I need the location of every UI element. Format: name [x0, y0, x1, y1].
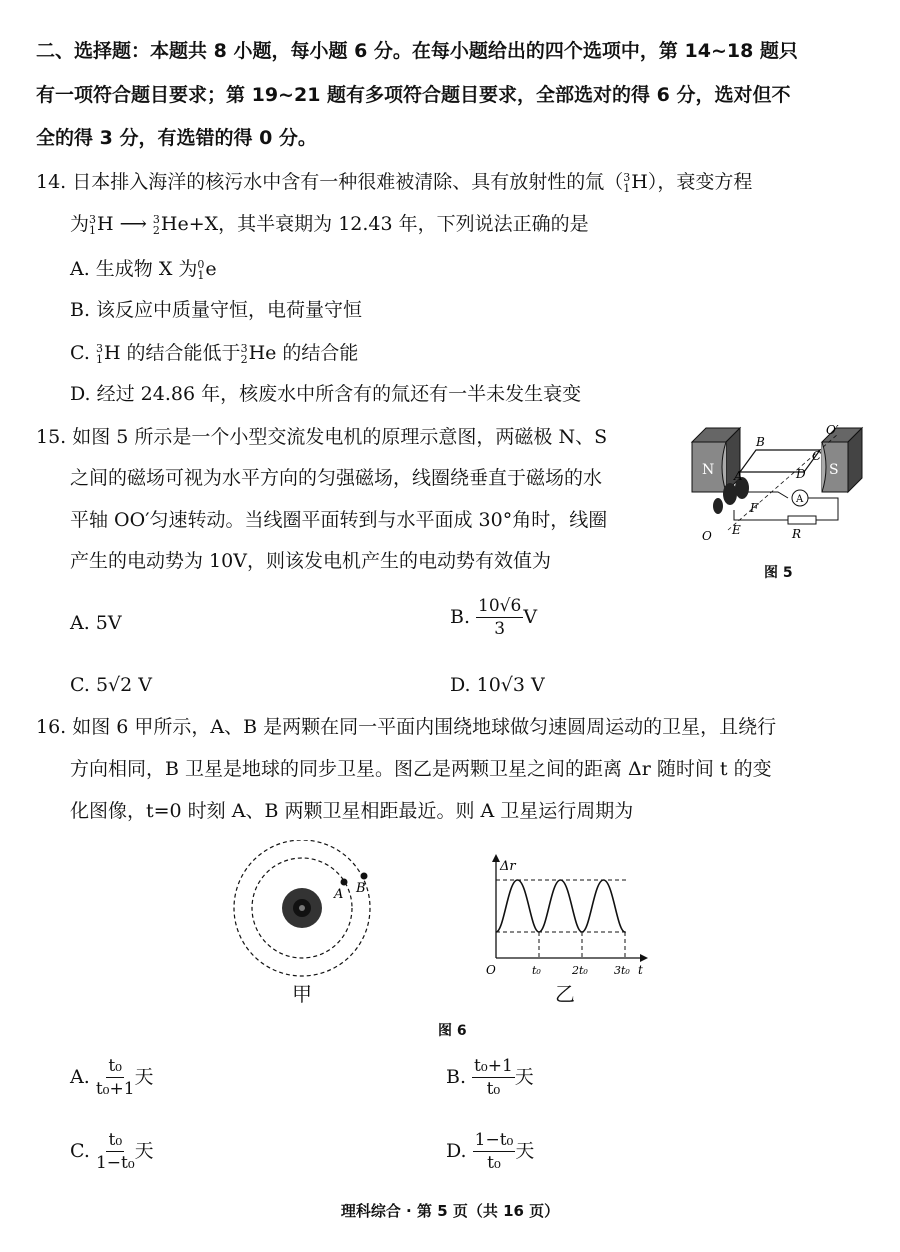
q15-line-2: 之间的磁场可视为水平方向的匀强磁场，线圈绕垂直于磁场的水	[70, 467, 603, 489]
graph-x-label: t	[638, 963, 643, 977]
q15-line-3: 平轴 OO′匀速转动。当线圈平面转到与水平面成 30°角时，线圈	[70, 509, 608, 531]
q16-option-c-den: 1−t₀	[95, 1153, 135, 1173]
q14-option-c[interactable]	[70, 343, 358, 365]
q16-option-b[interactable]	[446, 1058, 534, 1098]
q15-option-c[interactable]: C. 5√2 V	[70, 674, 152, 696]
q14-line-2-pre: 为	[70, 213, 90, 235]
section-line-3: 全的得 3 分，有选错的得 0 分。	[36, 127, 317, 149]
q14-option-b[interactable]: B. 该反应中质量守恒，电荷量守恒	[70, 299, 363, 321]
q14-line-1	[36, 172, 752, 194]
q14-option-a-tail: e	[205, 258, 217, 280]
graph-y-label: Δr	[500, 859, 516, 874]
page-footer: 理科综合 · 第 5 页（共 16 页）	[340, 1202, 560, 1220]
graph-tick-2t0: 2t₀	[572, 964, 588, 977]
figure-5-caption: 图 5	[764, 565, 793, 581]
graph-origin-label: O	[486, 963, 496, 977]
helium-nuclide: 3 2	[152, 213, 160, 237]
q16-option-b-den: t₀	[486, 1079, 501, 1099]
figure-yi-label: 乙	[555, 982, 575, 1006]
q16-option-c-pre: C.	[70, 1140, 96, 1162]
label-b: B	[756, 435, 765, 449]
q14-line-2	[70, 214, 589, 236]
figure-jia-label: 甲	[292, 982, 312, 1006]
q16-option-a-unit: 天	[134, 1066, 154, 1088]
q16-option-d-unit: 天	[515, 1140, 535, 1162]
q16-option-d-den: t₀	[487, 1153, 501, 1173]
q14-option-c-tail: He 的结合能	[248, 342, 359, 364]
q16-option-c-unit: 天	[134, 1140, 154, 1162]
q15-option-b-pre: B.	[450, 606, 477, 628]
label-f: F	[750, 501, 759, 515]
label-a: A	[734, 469, 743, 483]
label-e: E	[732, 523, 741, 537]
section-line-1: 二、选择题：本题共 8 小题，每小题 6 分。在每小题给出的四个选项中，第 14~18 题只	[36, 40, 798, 62]
q16-option-c-num: t₀	[108, 1130, 123, 1150]
distance-curve	[496, 880, 625, 932]
q15-line-4: 产生的电动势为 10V，则该发电机产生的电动势有效值为	[70, 550, 551, 572]
q16-line-1: 16. 如图 6 甲所示，A、B 是两颗在同一平面内围绕地球做匀速圆周运动的卫星，且绕行	[36, 716, 777, 738]
q16-line-3: 化图像，t=0 时刻 A、B 两颗卫星相距最近。则 A 卫星运行周期为	[70, 800, 634, 822]
q16-option-a-num: t₀	[108, 1056, 122, 1076]
section-line-2: 有一项符合题目要求；第 19~21 题有多项符合题目要求，全部选对的得 6 分，选对但不	[36, 84, 791, 106]
q16-option-b-num: t₀+1	[474, 1056, 513, 1076]
orbit-label-b: B	[356, 881, 366, 896]
q14-line-2-h: H ⟶	[97, 213, 153, 235]
tritium-nuclide-2: 3 1	[89, 213, 97, 237]
electron-nuclide: 0 1	[197, 258, 205, 282]
q15-option-b-unit: V	[523, 606, 538, 628]
q16-option-b-fraction	[472, 1058, 515, 1098]
graph-tick-3t0: 3t₀	[614, 964, 630, 977]
satellite-a	[341, 879, 348, 886]
q16-option-d-fraction	[473, 1132, 516, 1172]
q15-option-b[interactable]	[450, 598, 537, 638]
label-r: R	[792, 527, 802, 541]
q16-line-2: 方向相同，B 卫星是地球的同步卫星。图乙是两颗卫星之间的距离 Δr 随时间 t 的变	[70, 758, 772, 780]
q16-option-c[interactable]	[70, 1132, 154, 1172]
q15-option-b-num: 10√6	[478, 596, 522, 616]
orbit-label-a: A	[334, 887, 344, 902]
q16-option-d-pre: D.	[446, 1140, 473, 1162]
helium-nuclide-2: 3 2	[240, 342, 248, 366]
q16-option-c-fraction	[96, 1132, 135, 1172]
q14-option-a-text: A. 生成物 X 为	[70, 258, 198, 280]
orbit-diagram	[230, 840, 390, 980]
q16-option-a-den: t₀+1	[95, 1079, 135, 1099]
q15-option-b-den: 3	[494, 619, 506, 639]
q16-option-d-num: 1−t₀	[474, 1130, 514, 1150]
q16-option-a[interactable]	[70, 1058, 154, 1098]
magnet-s-label: S	[829, 462, 839, 478]
magnet-n-label: N	[702, 462, 715, 478]
figure-6-caption: 图 6	[438, 1023, 467, 1039]
tritium-nuclide: 3 1	[623, 171, 631, 195]
q14-line-1-tail: H），衰变方程	[631, 171, 753, 193]
q16-option-a-fraction	[96, 1058, 135, 1098]
distance-time-graph	[482, 850, 652, 980]
q14-option-c-mid: H 的结合能低于	[103, 342, 241, 364]
q14-line-2-he: He+X，其半衰期为 12.43 年，下列说法正确的是	[160, 213, 589, 235]
label-o: O	[702, 529, 712, 543]
label-d: D	[796, 467, 806, 481]
q15-option-d[interactable]: D. 10√3 V	[450, 674, 545, 696]
label-o-prime: O′	[826, 423, 839, 437]
tritium-nuclide-3: 3 1	[95, 342, 103, 366]
q14-option-d[interactable]: D. 经过 24.86 年，核废水中所含有的氚还有一半未发生衰变	[70, 383, 582, 405]
q16-option-d[interactable]	[446, 1132, 534, 1172]
q15-option-a[interactable]: A. 5V	[70, 612, 122, 634]
generator-diagram	[688, 420, 868, 550]
q16-option-a-pre: A.	[70, 1066, 96, 1088]
q14-option-c-pre: C.	[70, 342, 96, 364]
q14-line-1-text: 14. 日本排入海洋的核污水中含有一种很难被清除、具有放射性的氚（	[36, 171, 624, 193]
satellite-b	[361, 873, 368, 880]
q16-option-b-pre: B.	[446, 1066, 473, 1088]
q15-option-b-fraction	[476, 598, 523, 638]
q14-option-a[interactable]	[70, 259, 217, 281]
ammeter-label: A	[796, 494, 804, 505]
q16-option-b-unit: 天	[514, 1066, 534, 1088]
graph-tick-t0: t₀	[532, 964, 541, 977]
q15-line-1: 15. 如图 5 所示是一个小型交流发电机的原理示意图，两磁极 N、S	[36, 426, 608, 448]
label-c: C	[812, 449, 822, 463]
